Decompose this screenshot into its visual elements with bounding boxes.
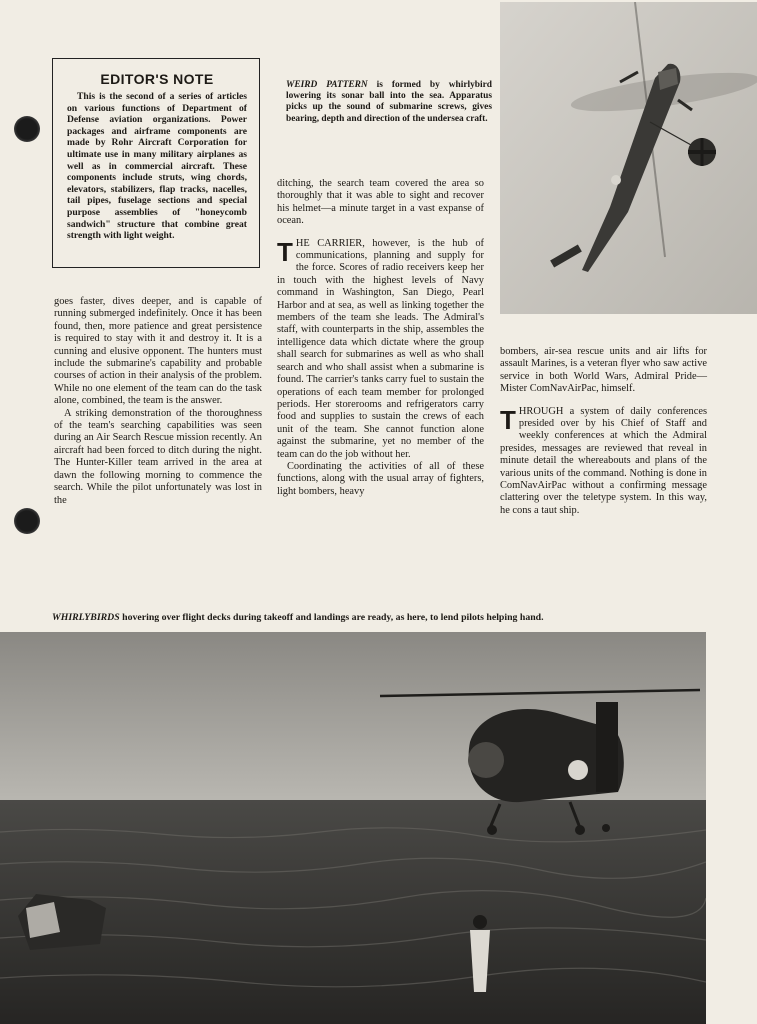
article-column-3 <box>500 346 707 517</box>
col1-paragraph-1: goes faster, dives deeper, and is capable of running submerged indefinitely. Once it has been found, then, more patience and great persistence is required to stay with it and destroy it. It is a cunning and elusive opponent. The hunters must include the submarine's capability and probable courses of action in their analysis of the problem. While no one element of the team can do the task alone, combined, the team is the answer. <box>54 296 262 407</box>
col1-paragraph-2: A striking demonstration of the thoroughness of the team's searching capabilities was seen during an Air Search Rescue mission recently. An aircraft had been forced to ditch during the night. The Hunter-Killer team arrived in the area at dawn the following morning to commence the search. While the pilot unfortunately was lost in the <box>54 407 262 506</box>
col2-paragraph-1: ditching, the search team covered the area so thoroughly that it was able to sight and recover his helmet—a minute target in a vast expanse of ocean. <box>277 178 484 227</box>
article-column-1 <box>54 296 262 507</box>
dropcap-t-through: T <box>500 404 516 435</box>
editors-note-body: This is the second of a series of articles on various functions of Department of Defense aviation organizations. Power packages and airframe components are made by Rohr Aircraft Corporation for ultimate use in many military airplanes as well as in commercial aircraft. These components include struts, wing chords, elevators, stabilizers, flap tracks, nacelles, tail pipes, fuselage sections and special purpose assemblies of "honeycomb sandwich" structure that combine great strength with light weight. <box>67 91 247 242</box>
top-caption-text: is formed by whirlybird lowering its sonar ball into the sea. Apparatus picks up the sound of submarine screws, gives bearing, depth and direction of the undersea craft. <box>286 80 492 124</box>
binder-hole-bottom <box>14 508 40 534</box>
article-column-2 <box>277 178 484 498</box>
editors-note-box <box>52 58 260 268</box>
bottom-caption-text: hovering over flight decks during takeoff and landings are ready, as here, to lend pilots helping hand. <box>119 612 544 623</box>
top-caption-lead: WEIRD PATTERN <box>286 80 368 90</box>
col2-paragraph-3: Coordinating the activities of all of these functions, along with the usual array of fighters, light bombers, heavy <box>277 460 484 497</box>
col2-paragraph-2 <box>277 238 484 461</box>
bottom-photo-caption <box>52 612 708 623</box>
col2-paragraph-2-text: HE CARRIER, however, is the hub of communications, planning and supply for the force. Scores of radio receivers keep her in touch with the highest levels of Navy command in Washington, San Diego, Pearl Harbor and at sea, as well as linking together the members of the team she leads. The Admiral's staff, with counterparts in the ship, assembles the intelligence data which dictate where the group shall search for submarines as well as who shall search and who shall assist when a submarine is found. The carrier's tanks carry fuel to sustain the operations of each team member for prolonged periods. Her storerooms and refrigerators carry food and supplies to sustain the crews of each unit of the team. She cannot function alone against the submarine, yet no member of the team can do the job without her. <box>277 237 484 460</box>
helicopter-sonar-photo <box>500 2 757 314</box>
col3-paragraph-2 <box>500 406 707 518</box>
col3-paragraph-2-text: HROUGH a system of daily conferences presided over by his Chief of Staff and weekly conferences at which the Admiral presides, messages are reviewed that reveal in minute detail the whereabouts and plans of the various units of the command. Nothing is done in ComNavAirPac without a confirming message clattering over the teletype system. In this way, he cons a taut ship. <box>500 405 707 516</box>
top-photo-caption <box>286 80 492 125</box>
dropcap-t-carrier: T <box>277 236 293 267</box>
editors-note-title: EDITOR'S NOTE <box>100 71 214 87</box>
col3-paragraph-1: bombers, air-sea rescue units and air lifts for assault Marines, is a veteran flyer who saw active service in both World Wars, Admiral Pride—Mister ComNavAirPac, himself. <box>500 346 707 395</box>
helicopter-over-sea-photo <box>0 632 706 1024</box>
bottom-caption-lead: WHIRLYBIRDS <box>52 612 120 623</box>
binder-hole-top <box>14 116 40 142</box>
